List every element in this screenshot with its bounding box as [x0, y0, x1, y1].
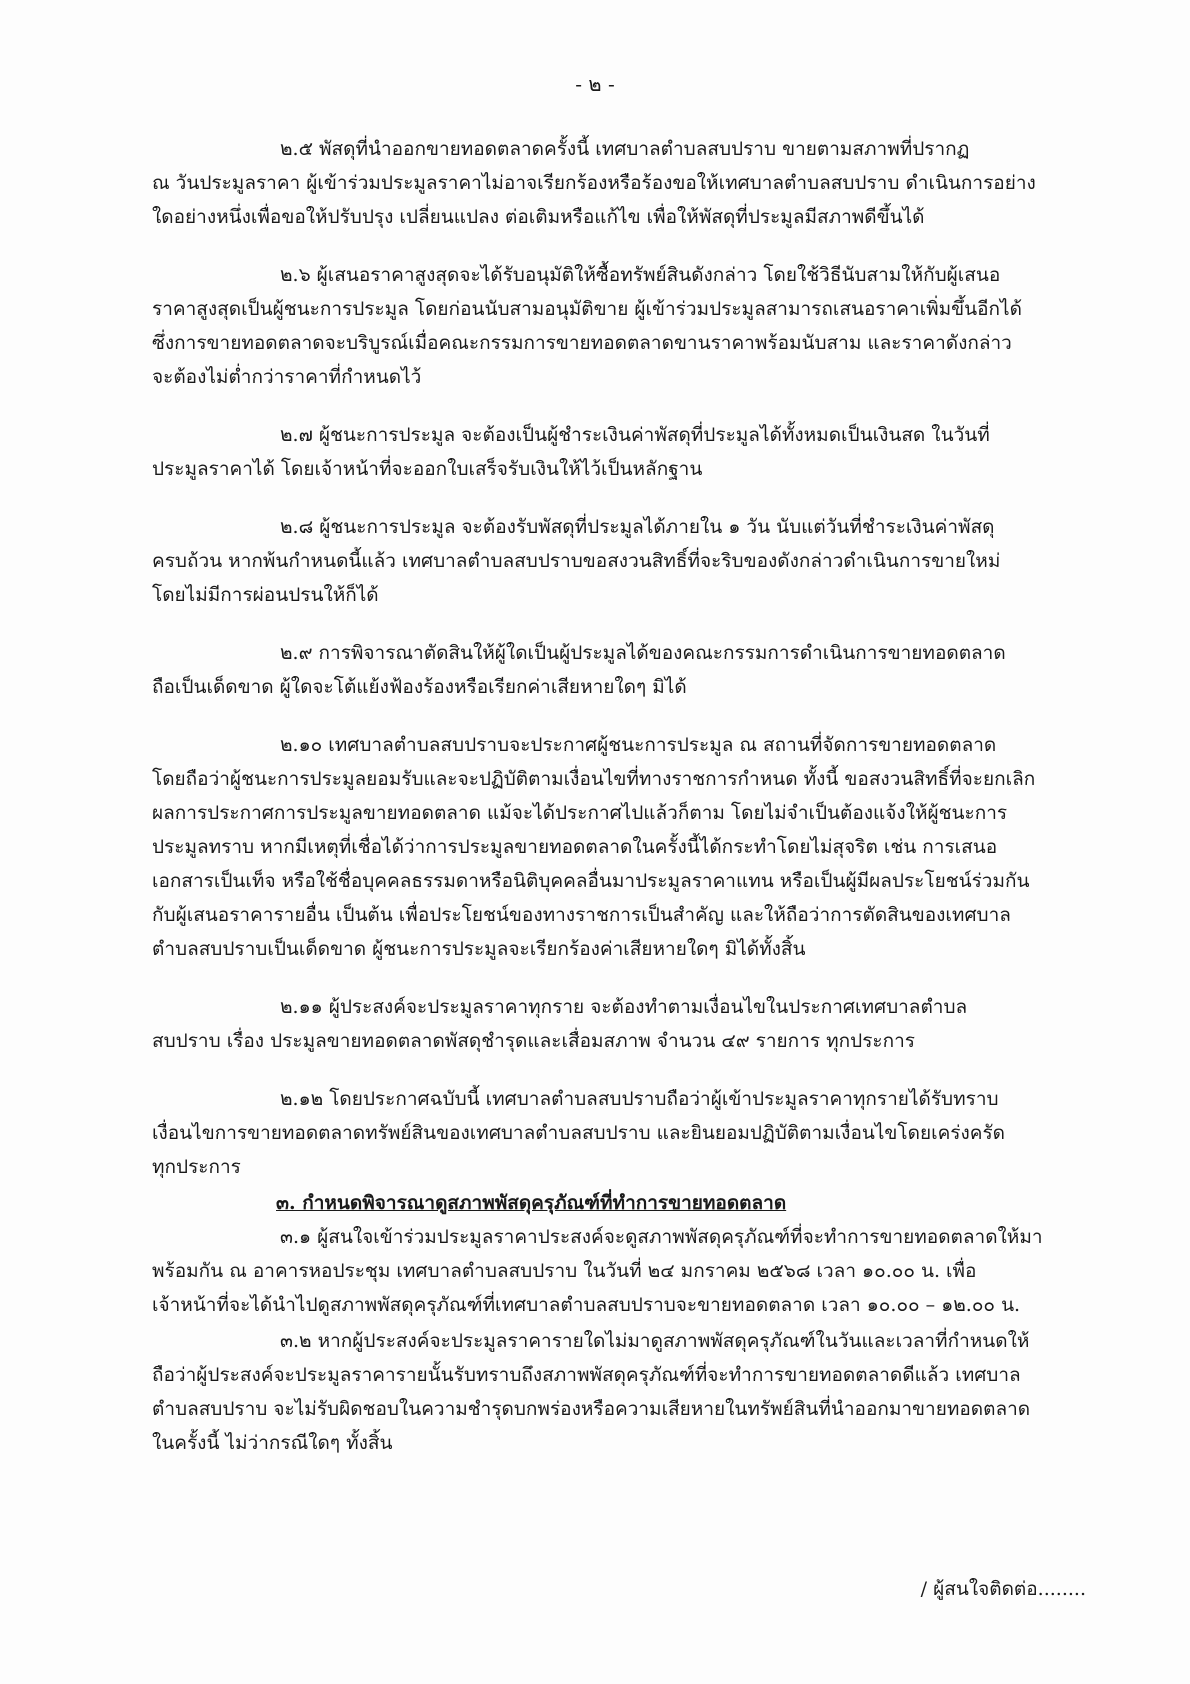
- clause-line: ประมูลราคาได้ โดยเจ้าหน้าที่จะออกใบเสร็จรับเงินให้ไว้เป็นหลักฐาน: [152, 458, 703, 480]
- clause-line: ทุกประการ: [152, 1156, 241, 1178]
- clause-line: ซึ่งการขายทอดตลาดจะบริบูรณ์เมื่อคณะกรรมการขายทอดตลาดขานราคาพร้อมนับสาม และราคาดังกล่าว: [152, 332, 1012, 354]
- clause-line: ๓.๑ ผู้สนใจเข้าร่วมประมูลราคาประสงค์จะดูสภาพพัสดุครุภัณฑ์ที่จะทำการขายทอดตลาดให้มา: [280, 1226, 1043, 1248]
- clause-line: ประมูลทราบ หากมีเหตุที่เชื่อได้ว่าการประมูลขายทอดตลาดในครั้งนี้ได้กระทำโดยไม่สุจริต เช่น การเสนอ: [152, 836, 998, 858]
- continuation-note: / ผู้สนใจติดต่อ........: [920, 1578, 1086, 1600]
- clause-line: เจ้าหน้าที่จะได้นำไปดูสภาพพัสดุครุภัณฑ์ที่เทศบาลตำบลสบปราบจะขายทอดตลาด เวลา ๑๐.๐๐ – ๑๒.๐๐ น.: [152, 1294, 1021, 1316]
- clause-3-1: [152, 1220, 1096, 1322]
- clause-line: ครบถ้วน หากพ้นกำหนดนี้แล้ว เทศบาลตำบลสบปราบขอสงวนสิทธิ์ที่จะริบของดังกล่าวดำเนินการขายใหม่: [152, 550, 1001, 572]
- clause-2-5: [152, 132, 1096, 234]
- clause-2-10: [152, 728, 1096, 966]
- clause-line: ใดอย่างหนึ่งเพื่อขอให้ปรับปรุง เปลี่ยนแปลง ต่อเติมหรือแก้ไข เพื่อให้พัสดุที่ประมูลมีสภาพดีขึ้นได้: [152, 206, 925, 228]
- clause-line: ๒.๖ ผู้เสนอราคาสูงสุดจะได้รับอนุมัติให้ซื้อทรัพย์สินดังกล่าว โดยใช้วิธีนับสามให้กับผู้เสนอ: [280, 264, 1001, 286]
- clause-line: จะต้องไม่ต่ำกว่าราคาที่กำหนดไว้: [152, 366, 422, 388]
- clause-line: ในครั้งนี้ ไม่ว่ากรณีใดๆ ทั้งสิ้น: [152, 1432, 393, 1454]
- clause-line: ๒.๗ ผู้ชนะการประมูล จะต้องเป็นผู้ชำระเงินค่าพัสดุที่ประมูลได้ทั้งหมดเป็นเงินสด ในวันที่: [280, 424, 990, 446]
- clause-line: ๒.๑๐ เทศบาลตำบลสบปราบจะประกาศผู้ชนะการประมูล ณ สถานที่จัดการขายทอดตลาด: [280, 734, 997, 756]
- clause-line: ถือเป็นเด็ดขาด ผู้ใดจะโต้แย้งฟ้องร้องหรือเรียกค่าเสียหายใดๆ มิได้: [152, 676, 687, 698]
- page-number: - ๒ -: [575, 72, 615, 96]
- clause-line: พร้อมกัน ณ อาคารหอประชุม เทศบาลตำบลสบปราบ ในวันที่ ๒๔ มกราคม ๒๕๖๘ เวลา ๑๐.๐๐ น. เพื่อ: [152, 1260, 977, 1282]
- clause-line: ๒.๑๒ โดยประกาศฉบับนี้ เทศบาลตำบลสบปราบถือว่าผู้เข้าประมูลราคาทุกรายได้รับทราบ: [280, 1088, 999, 1110]
- clause-line: ๓.๒ หากผู้ประสงค์จะประมูลราคารายใดไม่มาดูสภาพพัสดุครุภัณฑ์ในวันและเวลาที่กำหนดให้: [280, 1330, 1030, 1352]
- clause-line: เอกสารเป็นเท็จ หรือใช้ชื่อบุคคลธรรมดาหรือนิติบุคคลอื่นมาประมูลราคาแทน หรือเป็นผู้มีผลประโยชน์ร่วมกัน: [152, 870, 1030, 892]
- clause-line: เงื่อนไขการขายทอดตลาดทรัพย์สินของเทศบาลตำบลสบปราบ และยินยอมปฏิบัติตามเงื่อนไขโดยเคร่งครัด: [152, 1122, 1006, 1144]
- document-body: [152, 132, 1096, 1484]
- section-3-heading: ๓. กำหนดพิจารณาดูสภาพพัสดุครุภัณฑ์ที่ทำการขายทอดตลาด: [276, 1192, 787, 1214]
- clause-2-12: [152, 1082, 1096, 1184]
- clause-line: ๒.๘ ผู้ชนะการประมูล จะต้องรับพัสดุที่ประมูลได้ภายใน ๑ วัน นับแต่วันที่ชำระเงินค่าพัสดุ: [280, 516, 995, 538]
- clause-2-7: [152, 418, 1096, 486]
- clause-line: ๒.๑๑ ผู้ประสงค์จะประมูลราคาทุกราย จะต้องทำตามเงื่อนไขในประกาศเทศบาลตำบล: [280, 996, 968, 1018]
- clause-line: โดยไม่มีการผ่อนปรนให้ก็ได้: [152, 584, 379, 606]
- clause-line: ณ วันประมูลราคา ผู้เข้าร่วมประมูลราคาไม่อาจเรียกร้องหรือร้องขอให้เทศบาลตำบลสบปราบ ดำเนินการอย่าง: [152, 172, 1036, 194]
- clause-line: ตำบลสบปราบเป็นเด็ดขาด ผู้ชนะการประมูลจะเรียกร้องค่าเสียหายใดๆ มิได้ทั้งสิ้น: [152, 938, 806, 960]
- clause-2-8: [152, 510, 1096, 612]
- clause-2-6: [152, 258, 1096, 394]
- clause-2-11: [152, 990, 1096, 1058]
- clause-line: สบปราบ เรื่อง ประมูลขายทอดตลาดพัสดุชำรุดและเสื่อมสภาพ จำนวน ๔๙ รายการ ทุกประการ: [152, 1030, 915, 1052]
- clause-line: ผลการประกาศการประมูลขายทอดตลาด แม้จะได้ประกาศไปแล้วก็ตาม โดยไม่จำเป็นต้องแจ้งให้ผู้ชนะการ: [152, 802, 1008, 824]
- clause-line: กับผู้เสนอราคารายอื่น เป็นต้น เพื่อประโยชน์ของทางราชการเป็นสำคัญ และให้ถือว่าการตัดสินของเทศบาล: [152, 904, 1011, 926]
- clause-2-9: [152, 636, 1096, 704]
- clause-line: ราคาสูงสุดเป็นผู้ชนะการประมูล โดยก่อนนับสามอนุมัติขาย ผู้เข้าร่วมประมูลสามารถเสนอราคาเพิ่มขึ้นอีกได้: [152, 298, 1022, 320]
- clause-line: โดยถือว่าผู้ชนะการประมูลยอมรับและจะปฏิบัติตามเงื่อนไขที่ทางราชการกำหนด ทั้งนี้ ขอสงวนสิทธิ์ที่จะยกเลิก: [152, 768, 1036, 790]
- clause-line: ถือว่าผู้ประสงค์จะประมูลราคารายนั้นรับทราบถึงสภาพพัสดุครุภัณฑ์ที่จะทำการขายทอดตลาดดีแล้ว เทศบาล: [152, 1364, 1021, 1386]
- clause-line: ๒.๕ พัสดุที่นำออกขายทอดตลาดครั้งนี้ เทศบาลตำบลสบปราบ ขายตามสภาพที่ปรากฏ: [280, 138, 970, 160]
- clause-3-2: [152, 1324, 1096, 1460]
- clause-line: ตำบลสบปราบ จะไม่รับผิดชอบในความชำรุดบกพร่องหรือความเสียหายในทรัพย์สินที่นำออกมาขายทอดตลาด: [152, 1398, 1031, 1420]
- clause-line: ๒.๙ การพิจารณาตัดสินให้ผู้ใดเป็นผู้ประมูลได้ของคณะกรรมการดำเนินการขายทอดตลาด: [280, 642, 1006, 664]
